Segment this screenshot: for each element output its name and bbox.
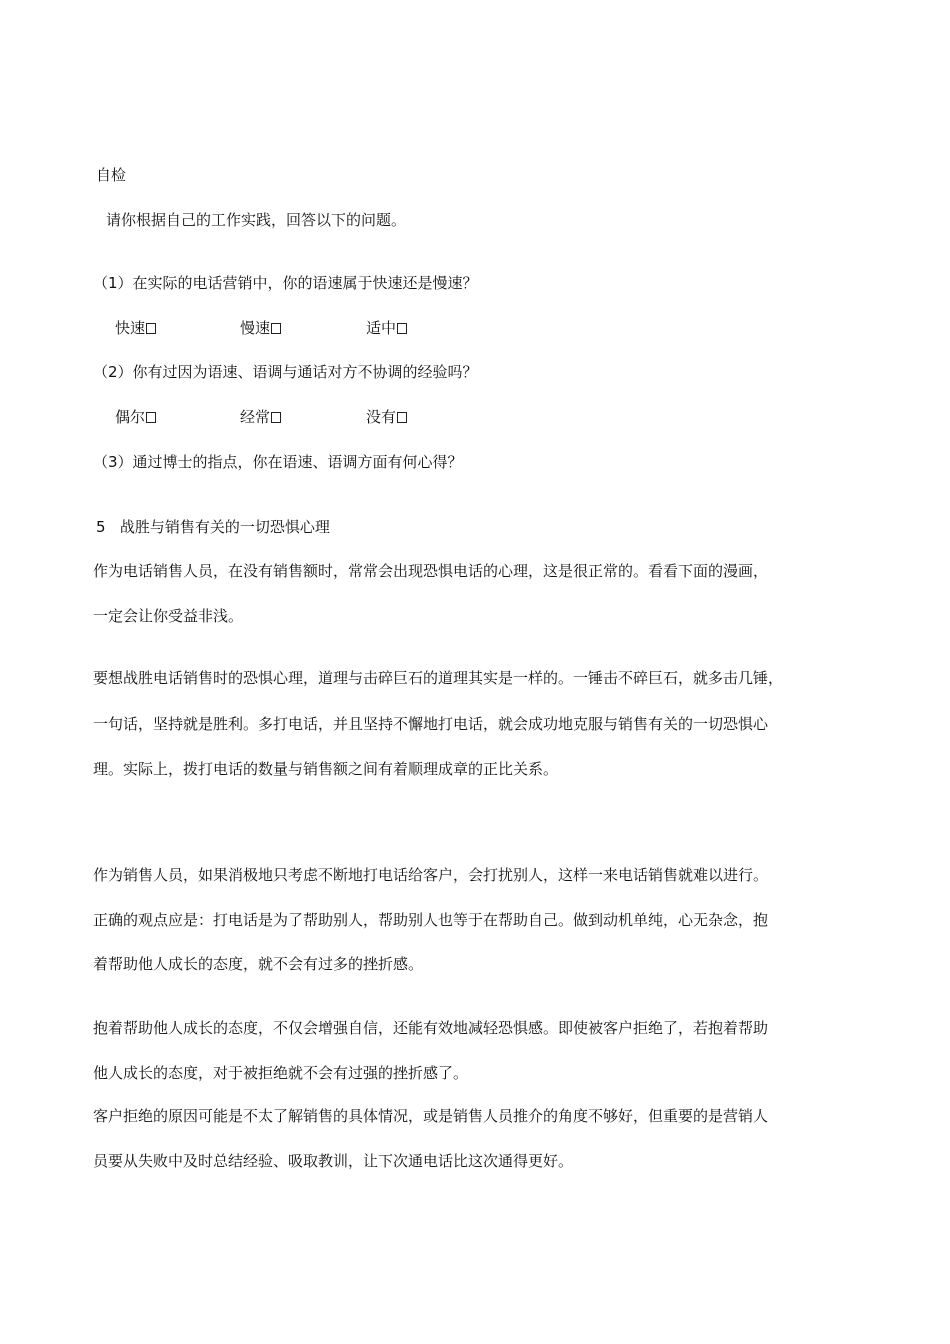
question-1: （1）在实际的电话营销中，你的语速属于快速还是慢速？	[93, 274, 478, 292]
option-often[interactable]: 经常	[240, 407, 281, 427]
paragraph-4-line-2: 他人成长的态度，对于被拒绝就不会有过强的挫折感了。	[93, 1064, 469, 1082]
checkbox[interactable]	[271, 323, 281, 334]
paragraph-2-line-2: 一句话，坚持就是胜利。多打电话，并且坚持不懈地打电话，就会成功地克服与销售有关的一切恐惧心	[93, 715, 769, 733]
question-3: （3）通过博士的指点，你在语速、语调方面有何心得？	[93, 453, 463, 471]
paragraph-5-line-1: 客户拒绝的原因可能是不太了解销售的具体情况，或是销售人员推介的角度不够好，但重要的是营销人	[93, 1107, 769, 1125]
paragraph-4-line-1: 抱着帮助他人成长的态度，不仅会增强自信，还能有效地减轻恐惧感。即使被客户拒绝了，若抱着帮助	[93, 1019, 769, 1037]
paragraph-3-line-2: 正确的观点应是：打电话是为了帮助别人，帮助别人也等于在帮助自己。做到动机单纯，心无杂念，抱	[93, 911, 769, 929]
option-occasionally[interactable]: 偶尔	[115, 407, 156, 427]
question-2: （2）你有过因为语速、语调与通话对方不协调的经验吗？	[93, 363, 478, 381]
checkbox[interactable]	[397, 412, 407, 423]
checkbox[interactable]	[146, 323, 156, 334]
option-moderate[interactable]: 适中	[366, 318, 407, 338]
option-slow[interactable]: 慢速	[240, 318, 281, 338]
paragraph-5-line-2: 员要从失败中及时总结经验、吸取教训，让下次通电话比这次通得更好。	[93, 1152, 574, 1170]
self-check-title: 自检	[96, 166, 127, 184]
section-heading: 5 战胜与销售有关的一切恐惧心理	[96, 518, 330, 536]
paragraph-2-line-3: 理。实际上，拨打电话的数量与销售额之间有着顺理成章的正比关系。	[93, 760, 559, 778]
paragraph-3-line-3: 着帮助他人成长的态度，就不会有过多的挫折感。	[93, 955, 424, 973]
paragraph-1-line-2: 一定会让你受益非浅。	[93, 607, 244, 625]
paragraph-3-line-1: 作为销售人员，如果消极地只考虑不断地打电话给客户，会打扰别人，这样一来电话销售就难以进行。	[93, 866, 769, 884]
checkbox[interactable]	[271, 412, 281, 423]
self-check-intro: 请你根据自己的工作实践，回答以下的问题。	[106, 211, 407, 229]
checkbox[interactable]	[146, 412, 156, 423]
option-never[interactable]: 没有	[366, 407, 407, 427]
paragraph-2-line-1: 要想战胜电话销售时的恐惧心理，道理与击碎巨石的道理其实是一样的。一锤击不碎巨石，就多击几锤，	[93, 669, 784, 687]
option-fast[interactable]: 快速	[115, 318, 156, 338]
paragraph-1-line-1: 作为电话销售人员，在没有销售额时，常常会出现恐惧电话的心理，这是很正常的。看看下面的漫画，	[93, 562, 769, 580]
checkbox[interactable]	[397, 323, 407, 334]
